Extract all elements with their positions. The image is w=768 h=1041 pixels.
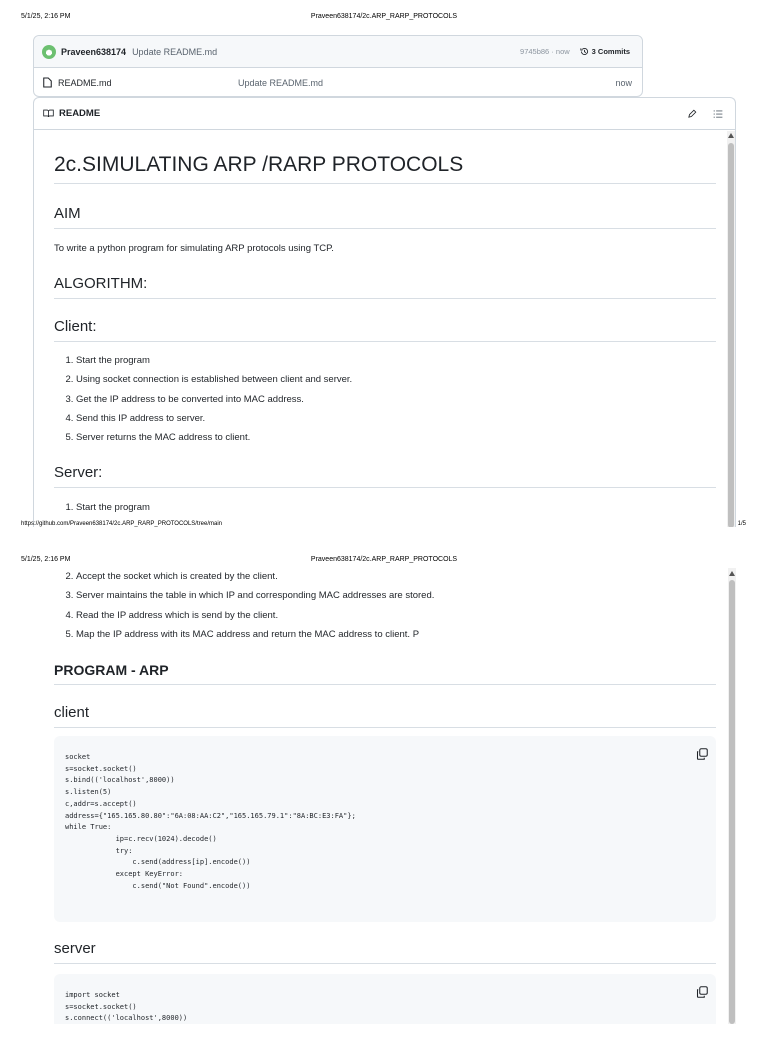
program-heading: PROGRAM - ARP xyxy=(54,662,716,685)
copy-icon[interactable] xyxy=(696,986,708,998)
print-page-number: 1/5 xyxy=(737,521,746,527)
file-name-link[interactable]: README.md xyxy=(58,77,112,88)
list-item: 4. Send this IP address to server. xyxy=(76,409,716,428)
list-item: 3. Get the IP address to be converted into MAC address. xyxy=(76,390,716,409)
server-code-heading: server xyxy=(54,940,716,964)
file-icon xyxy=(43,77,52,88)
client-code-block xyxy=(54,736,716,922)
latest-commit-row xyxy=(34,36,642,68)
print-title: Praveen638174/2c.ARP_RARP_PROTOCOLS xyxy=(310,556,458,563)
readme-scrollbar[interactable] xyxy=(727,131,735,527)
scroll-up-arrow[interactable] xyxy=(729,571,735,576)
algorithm-heading: ALGORITHM: xyxy=(54,275,716,299)
server-steps-list-p2 xyxy=(54,567,716,644)
file-commit-message-link[interactable]: Update README.md xyxy=(238,77,324,88)
book-icon xyxy=(43,109,54,118)
print-url: https://github.com/Praveen638174/2c.ARP_RARP_PROTOCOLS/tree/main xyxy=(21,521,222,527)
commit-sha-link[interactable]: 9745b86 · now xyxy=(520,47,570,56)
readme-scrollbar-page2[interactable] xyxy=(728,568,736,1024)
list-item: 2. Accept the socket which is created by the client. xyxy=(76,567,716,586)
list-item: 5. Map the IP address with its MAC address and return the MAC address to client. P xyxy=(76,625,716,644)
print-header xyxy=(0,13,768,23)
avatar[interactable] xyxy=(42,45,56,59)
history-icon xyxy=(580,47,589,56)
commits-history-link[interactable] xyxy=(580,47,630,56)
server-steps-list-p1 xyxy=(54,498,716,517)
server-code-block xyxy=(54,974,716,1024)
print-date: 5/1/25, 2:16 PM xyxy=(21,13,71,20)
list-item: 1. Start the program xyxy=(76,351,716,370)
scroll-up-arrow[interactable] xyxy=(728,133,734,138)
list-item: 2. Using socket connection is established between client and server. xyxy=(76,370,716,389)
commits-count: 3 Commits xyxy=(591,47,630,56)
print-header-page2 xyxy=(0,556,768,566)
server-code: import socket s=socket.socket() s.connect(('localhost',8000)) xyxy=(65,991,188,1023)
aim-heading: AIM xyxy=(54,205,716,229)
aim-text: To write a python program for simulating ARP protocols using TCP. xyxy=(54,243,334,254)
scrollbar-thumb[interactable] xyxy=(729,580,735,1024)
list-item: 5. Server returns the MAC address to client. xyxy=(76,428,716,447)
readme-tab-label[interactable]: README xyxy=(59,108,101,119)
server-heading: Server: xyxy=(54,464,716,488)
file-commit-time: now xyxy=(615,77,632,88)
outline-list-icon[interactable] xyxy=(713,109,723,119)
list-item: 4. Read the IP address which is send by the client. xyxy=(76,606,716,625)
commit-message-link[interactable]: Update README.md xyxy=(132,46,218,57)
print-title: Praveen638174/2c.ARP_RARP_PROTOCOLS xyxy=(310,13,458,20)
readme-header xyxy=(34,98,735,130)
client-code-heading: client xyxy=(54,704,716,728)
client-code: socket s=socket.socket() s.bind(('localhost',8000)) s.listen(5) c,addr=s.accept() address={"165.165.80.80":"6A:08:AA:C2","165.165.79.1":"8A:BC:E3:FA"}; while True: ip=c.recv(1024).decode() try: c.send(address[ip].encode()) except KeyError: c.send("Not Found".encode()) xyxy=(65,753,356,890)
list-item: 3. Server maintains the table in which IP and corresponding MAC addresses are stored. xyxy=(76,586,716,605)
list-item: 1. Start the program xyxy=(76,498,716,517)
commit-author-link[interactable]: Praveen638174 xyxy=(61,46,127,57)
copy-icon[interactable] xyxy=(696,748,708,760)
client-steps-list xyxy=(54,351,716,447)
client-heading: Client: xyxy=(54,318,716,342)
file-row[interactable] xyxy=(34,68,642,97)
latest-commit-box xyxy=(33,35,643,97)
edit-pencil-icon[interactable] xyxy=(687,109,697,119)
print-date: 5/1/25, 2:16 PM xyxy=(21,556,71,563)
readme-title: 2c.SIMULATING ARP /RARP PROTOCOLS xyxy=(54,153,716,184)
scrollbar-thumb[interactable] xyxy=(728,143,734,527)
